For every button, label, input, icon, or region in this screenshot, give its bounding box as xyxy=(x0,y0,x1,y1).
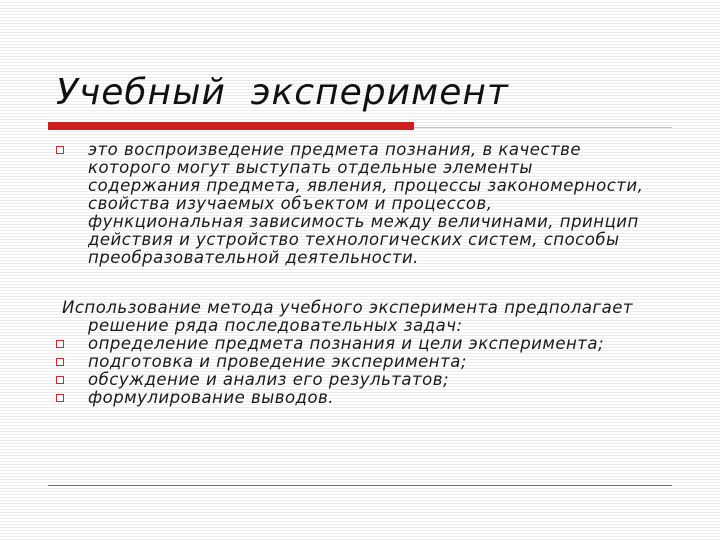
intro-line-2: решение ряда последовательных задач: xyxy=(88,316,463,335)
square-bullet-icon xyxy=(56,376,64,384)
square-bullet-icon xyxy=(56,340,64,348)
list-item xyxy=(56,353,666,371)
square-bullet-icon xyxy=(56,394,64,402)
task-text: определение предмета познания и цели эксперимента; xyxy=(88,334,605,353)
list-item xyxy=(56,389,666,407)
task-text: подготовка и проведение эксперимента; xyxy=(88,352,467,371)
list-item xyxy=(56,371,666,389)
title-divider-line xyxy=(414,127,672,128)
square-bullet-icon xyxy=(56,358,64,366)
slide-body xyxy=(56,141,666,407)
list-item xyxy=(56,335,666,353)
slide-title: Учебный эксперимент xyxy=(56,72,509,113)
task-list xyxy=(56,335,666,407)
intro-paragraph xyxy=(56,299,666,335)
intro-line-1: Использование метода учебного эксперимента предполагает xyxy=(62,298,633,317)
footer-divider-line xyxy=(48,485,672,486)
task-text: обсуждение и анализ его результатов; xyxy=(88,370,450,389)
task-text: формулирование выводов. xyxy=(88,388,335,407)
title-accent-bar xyxy=(48,122,414,130)
square-bullet-icon xyxy=(56,146,64,154)
definition-item xyxy=(56,141,666,267)
definition-text: это воспроизведение предмета познания, в качестве которого могут выступать отдельные элементы содержания предмета, явления, процессы закономерности, свойства изучаемых объектом и процессов, функциональная зависимость между величинами, принцип действия и устройство технологических систем, способы преобразовательной деятельности. xyxy=(88,140,644,267)
